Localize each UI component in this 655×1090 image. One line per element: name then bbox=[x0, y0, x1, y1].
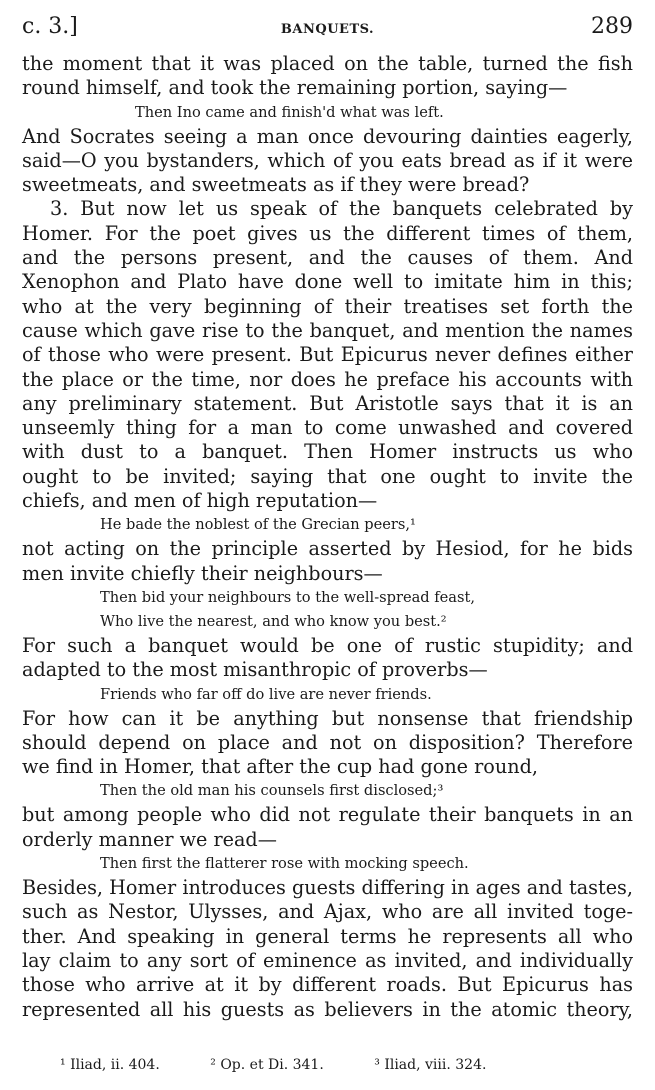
text-line: cause which gave rise to the banquet, and mention the names bbox=[22, 318, 633, 342]
paragraph-start: 3. But now let us speak of the banquets celebrated by bbox=[50, 197, 633, 221]
text-line: men invite chiefly their neighbours— bbox=[22, 561, 383, 585]
text-line: unseemly thing for a man to come unwashed and covered bbox=[22, 416, 633, 440]
text-line: For how can it be anything but nonsense that friendship bbox=[22, 706, 633, 730]
text-line: lay claim to any sort of eminence as invited, and individually bbox=[22, 948, 633, 972]
text-line: sweetmeats, and sweetmeats as if they were bread? bbox=[22, 173, 530, 197]
page-number: 289 bbox=[591, 14, 633, 39]
text-line: adapted to the most misanthropic of proverbs— bbox=[22, 658, 488, 682]
chapter-marker: c. 3.] bbox=[22, 14, 78, 39]
text-line: with dust to a banquet. Then Homer instructs us who bbox=[22, 440, 633, 464]
text-line: not acting on the principle asserted by Hesiod, for he bids bbox=[22, 537, 633, 561]
text-line: ther. And speaking in general terms he represents all who bbox=[22, 924, 633, 948]
text-line: should depend on place and not on disposition? Therefore bbox=[22, 730, 633, 754]
text-line: and the persons present, and the causes of them. And bbox=[22, 246, 633, 270]
footnote: ² Op. et Di. 341. bbox=[210, 1057, 324, 1073]
verse-quote: Then first the flatterer rose with mocking speech. bbox=[100, 855, 469, 873]
running-title: BANQUETS. bbox=[280, 22, 375, 37]
text-line: but among people who did not regulate their banquets in an bbox=[22, 803, 633, 827]
text-line: Xenophon and Plato have done well to imitate him in this; bbox=[22, 270, 633, 294]
text-line: said—O you bystanders, which of you eats bread as if it were bbox=[22, 148, 633, 172]
text-line: ought to be invited; saying that one ought to invite the bbox=[22, 464, 633, 488]
text-line: we find in Homer, that after the cup had gone round, bbox=[22, 755, 538, 779]
text-line: Besides, Homer introduces guests differing in ages and tastes, bbox=[22, 876, 633, 900]
verse-quote: He bade the noblest of the Grecian peers,¹ bbox=[100, 516, 416, 534]
text-line: of those who were present. But Epicurus never defines either bbox=[22, 343, 633, 367]
text-line: For such a banquet would be one of rustic stupidity; and bbox=[22, 633, 633, 657]
text-line: the moment that it was placed on the table, turned the fish bbox=[22, 52, 633, 75]
text-line: those who arrive at it by different roads. But Epicurus has bbox=[22, 973, 633, 997]
page-body bbox=[22, 52, 633, 1022]
text-line: Homer. For the poet gives us the different times of them, bbox=[22, 221, 633, 245]
text-line: represented all his guests as believers in the atomic theory, bbox=[22, 997, 633, 1021]
text-line: who at the very beginning of their treatises set forth the bbox=[22, 294, 633, 318]
verse-quote: Then the old man his counsels first disclosed;³ bbox=[100, 782, 444, 800]
text-line: And Socrates seeing a man once devouring dainties eagerly, bbox=[22, 124, 633, 148]
text-line: round himself, and took the remaining portion, saying— bbox=[22, 76, 568, 100]
text-line: chiefs, and men of high reputation— bbox=[22, 489, 378, 513]
footnote: ³ Iliad, viii. 324. bbox=[374, 1057, 487, 1073]
running-header bbox=[22, 12, 633, 42]
verse-quote: Who live the nearest, and who know you best.² bbox=[100, 612, 447, 630]
verse-quote: Then Ino came and finish'd what was left. bbox=[135, 103, 444, 121]
verse-quote: Then bid your neighbours to the well-spread feast, bbox=[100, 588, 475, 606]
footnotes bbox=[60, 1057, 532, 1073]
text-line: such as Nestor, Ulysses, and Ajax, who are all invited toge- bbox=[22, 900, 633, 924]
text-line: any preliminary statement. But Aristotle says that it is an bbox=[22, 391, 633, 415]
text-line: the place or the time, nor does he preface his accounts with bbox=[22, 367, 633, 391]
verse-quote: Friends who far off do live are never friends. bbox=[100, 685, 432, 703]
text-line: orderly manner we read— bbox=[22, 827, 277, 851]
footnote: ¹ Iliad, ii. 404. bbox=[60, 1057, 160, 1073]
